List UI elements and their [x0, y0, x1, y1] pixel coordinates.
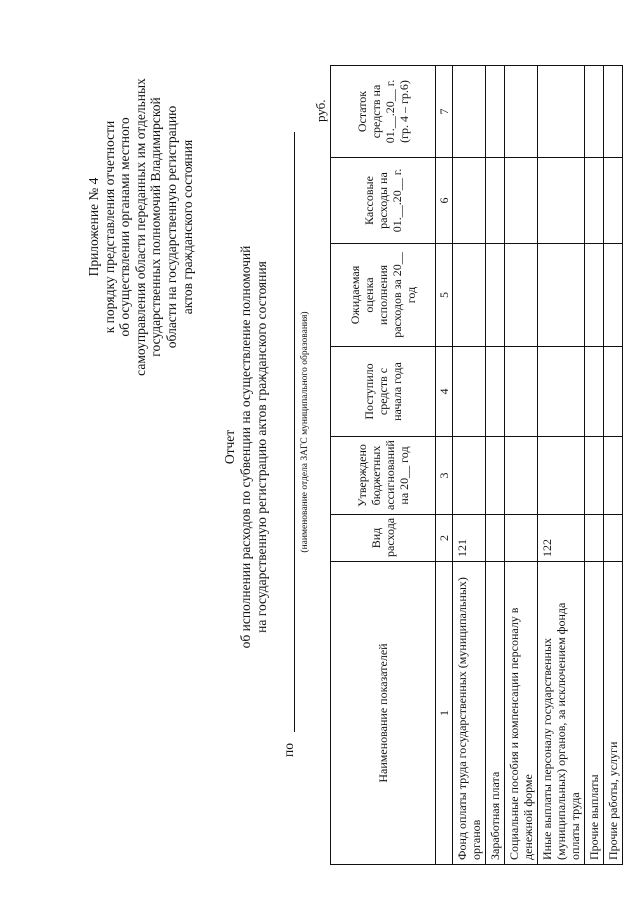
row-expense-code [585, 515, 604, 562]
currency-unit: руб. [313, 99, 328, 122]
header-remaining-funds: Остаток средств на 01.__.20__ г. (гр. 4 – гр.6) [331, 66, 436, 158]
department-line [281, 107, 321, 757]
table-row [486, 66, 505, 865]
row-cell-empty [538, 437, 585, 515]
row-cell-empty [538, 158, 585, 244]
column-number: 2 [436, 515, 453, 562]
row-cell-empty [585, 66, 604, 158]
table-row [538, 66, 585, 865]
row-cell-empty [538, 347, 585, 437]
appendix-header [86, 52, 195, 402]
appendix-line: государственных полномочий Владимирской [148, 97, 164, 357]
appendix-line: Приложение № 4 [86, 177, 101, 277]
column-number: 5 [436, 244, 453, 347]
column-number: 7 [436, 66, 453, 158]
table-header-row [331, 66, 436, 865]
column-number: 6 [436, 158, 453, 244]
report-table [330, 65, 623, 865]
row-cell-empty [486, 437, 505, 515]
table-row [604, 66, 623, 865]
row-cell-empty [453, 244, 486, 347]
row-indicator-name: Фонд оплаты труда государственных (муниципальных) органов [453, 562, 486, 865]
row-cell-empty [453, 437, 486, 515]
appendix-line: области на государственную регистрацию [163, 105, 179, 349]
table-row [505, 66, 538, 865]
report-subtitle-line-1: об исполнении расходов по субвенции на осуществление полномочий [238, 245, 253, 649]
row-expense-code [486, 515, 505, 562]
appendix-line: об осуществлении органами местного [117, 117, 133, 337]
row-cell-empty [604, 347, 623, 437]
header-approved-allocations: Утверждено бюджетных ассигнований на 20__ год [331, 437, 436, 515]
header-indicator-name: Наименование показателей [331, 562, 436, 865]
appendix-line: самоуправления области переданных им отдельных [132, 78, 148, 376]
row-cell-empty [505, 66, 538, 158]
row-expense-code [505, 515, 538, 562]
header-received-funds: Поступило средств с начала года [331, 347, 436, 437]
row-cell-empty [453, 347, 486, 437]
column-number: 1 [436, 562, 453, 865]
row-cell-empty [585, 158, 604, 244]
row-cell-empty [538, 66, 585, 158]
header-expected-execution: Ожидаемая оценка исполнения расходов за 20__ год [331, 244, 436, 347]
row-indicator-name: Иные выплаты персоналу государственных (муниципальных) органов, за исключением фонда оплаты труда [538, 562, 585, 865]
row-cell-empty [505, 437, 538, 515]
row-cell-empty [505, 347, 538, 437]
column-numbers-row [436, 66, 453, 865]
appendix-line: актов гражданского состояния [179, 139, 195, 315]
row-cell-empty [585, 244, 604, 347]
row-cell-empty [453, 66, 486, 158]
row-indicator-name: Заработная плата [486, 562, 505, 865]
row-indicator-name: Прочие выплаты [585, 562, 604, 865]
row-cell-empty [505, 244, 538, 347]
row-cell-empty [486, 244, 505, 347]
report-subtitle-line-2: на государственную регистрацию актов гражданского состояния [254, 261, 269, 633]
header-cash-expenses: Кассовые расходы на 01.__.20__ г. [331, 158, 436, 244]
report-heading: Отчет [222, 429, 237, 465]
row-cell-empty [538, 244, 585, 347]
row-expense-code: 121 [453, 515, 486, 562]
row-cell-empty [453, 158, 486, 244]
row-indicator-name: Социальные пособия и компенсации персоналу в денежной форме [505, 562, 538, 865]
row-expense-code: 122 [538, 515, 585, 562]
department-caption: (наименование отдела ЗАГС муниципального образования) [300, 311, 310, 553]
row-indicator-name: Прочие работы, услуги [604, 562, 623, 865]
table-row [585, 66, 604, 865]
row-expense-code [604, 515, 623, 562]
table-row [453, 66, 486, 865]
row-cell-empty [604, 244, 623, 347]
row-cell-empty [604, 437, 623, 515]
header-expense-type: Вид расхода [331, 515, 436, 562]
row-cell-empty [486, 347, 505, 437]
row-cell-empty [604, 158, 623, 244]
department-blank-field [294, 132, 295, 732]
row-cell-empty [585, 437, 604, 515]
column-number: 3 [436, 437, 453, 515]
row-cell-empty [505, 158, 538, 244]
po-label: по [281, 743, 296, 757]
row-cell-empty [486, 158, 505, 244]
row-cell-empty [486, 66, 505, 158]
appendix-line: к порядку представления отчетности [101, 120, 117, 334]
report-title [222, 147, 270, 747]
row-cell-empty [585, 347, 604, 437]
column-number: 4 [436, 347, 453, 437]
row-cell-empty [604, 66, 623, 158]
